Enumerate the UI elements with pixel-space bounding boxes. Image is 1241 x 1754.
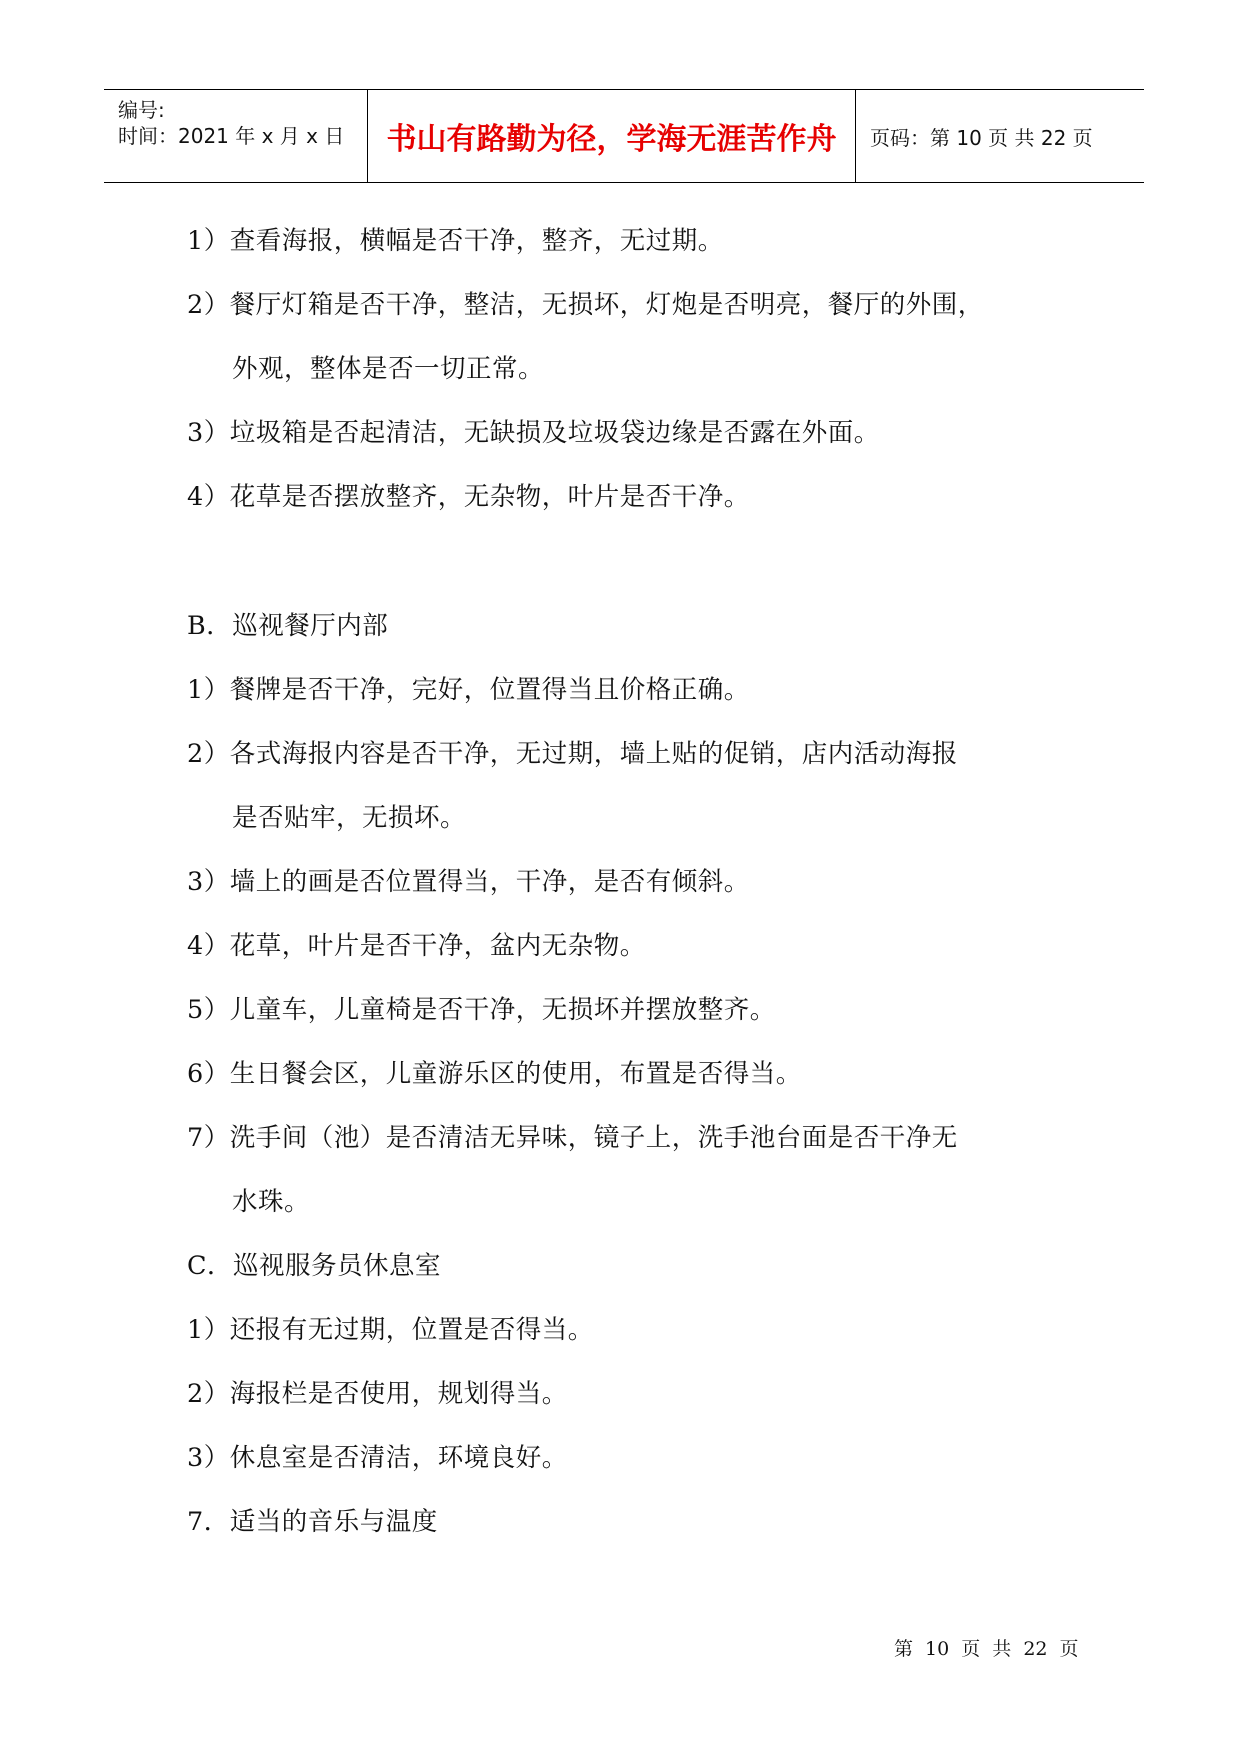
section-heading: C．巡视服务员休息室 <box>187 1251 442 1281</box>
body-line: 4）花草，叶片是否干净，盆内无杂物。 <box>187 931 646 961</box>
document-number: 编号: <box>118 98 165 122</box>
body-line: 水珠。 <box>232 1187 311 1217</box>
section-heading: B．巡视餐厅内部 <box>187 611 389 641</box>
body-line: 是否贴牢，无损坏。 <box>232 803 467 833</box>
body-line: 1）还报有无过期，位置是否得当。 <box>187 1315 594 1345</box>
body-line: 1）餐牌是否干净，完好，位置得当且价格正确。 <box>187 675 750 705</box>
body-line: 3）垃圾箱是否起清洁，无缺损及垃圾袋边缘是否露在外面。 <box>187 418 880 448</box>
document-time: 时间：2021 年 x 月 x 日 <box>118 124 345 148</box>
body-line: 2）餐厅灯箱是否干净，整洁，无损坏，灯炮是否明亮，餐厅的外围， <box>187 290 984 320</box>
body-line: 3）休息室是否清洁，环境良好。 <box>187 1443 568 1473</box>
body-line: 6）生日餐会区，儿童游乐区的使用，布置是否得当。 <box>187 1059 802 1089</box>
body-line: 外观，整体是否一切正常。 <box>232 354 545 384</box>
header-page-cell <box>856 90 1144 182</box>
body-line: 4）花草是否摆放整齐，无杂物，叶片是否干净。 <box>187 482 750 512</box>
header-motto: 书山有路勤为径，学海无涯苦作舟 <box>386 122 837 157</box>
body-line: 2）各式海报内容是否干净，无过期，墙上贴的促销，店内活动海报 <box>187 739 958 769</box>
page-header <box>104 89 1144 183</box>
body-line: 3）墙上的画是否位置得当，干净，是否有倾斜。 <box>187 867 750 897</box>
header-motto-cell <box>368 90 856 182</box>
page-footer: 第 10 页 共 22 页 <box>894 1638 1079 1660</box>
body-line: 1）查看海报，横幅是否干净，整齐，无过期。 <box>187 226 724 256</box>
body-line: 5）儿童车，儿童椅是否干净，无损坏并摆放整齐。 <box>187 995 776 1025</box>
body-line: 2）海报栏是否使用，规划得当。 <box>187 1379 568 1409</box>
section-heading: 7．适当的音乐与温度 <box>187 1507 438 1537</box>
body-line: 7）洗手间（池）是否清洁无异味，镜子上，洗手池台面是否干净无 <box>187 1123 958 1153</box>
header-page-number: 页码：第 10 页 共 22 页 <box>870 125 1093 150</box>
header-meta-cell <box>104 90 368 182</box>
